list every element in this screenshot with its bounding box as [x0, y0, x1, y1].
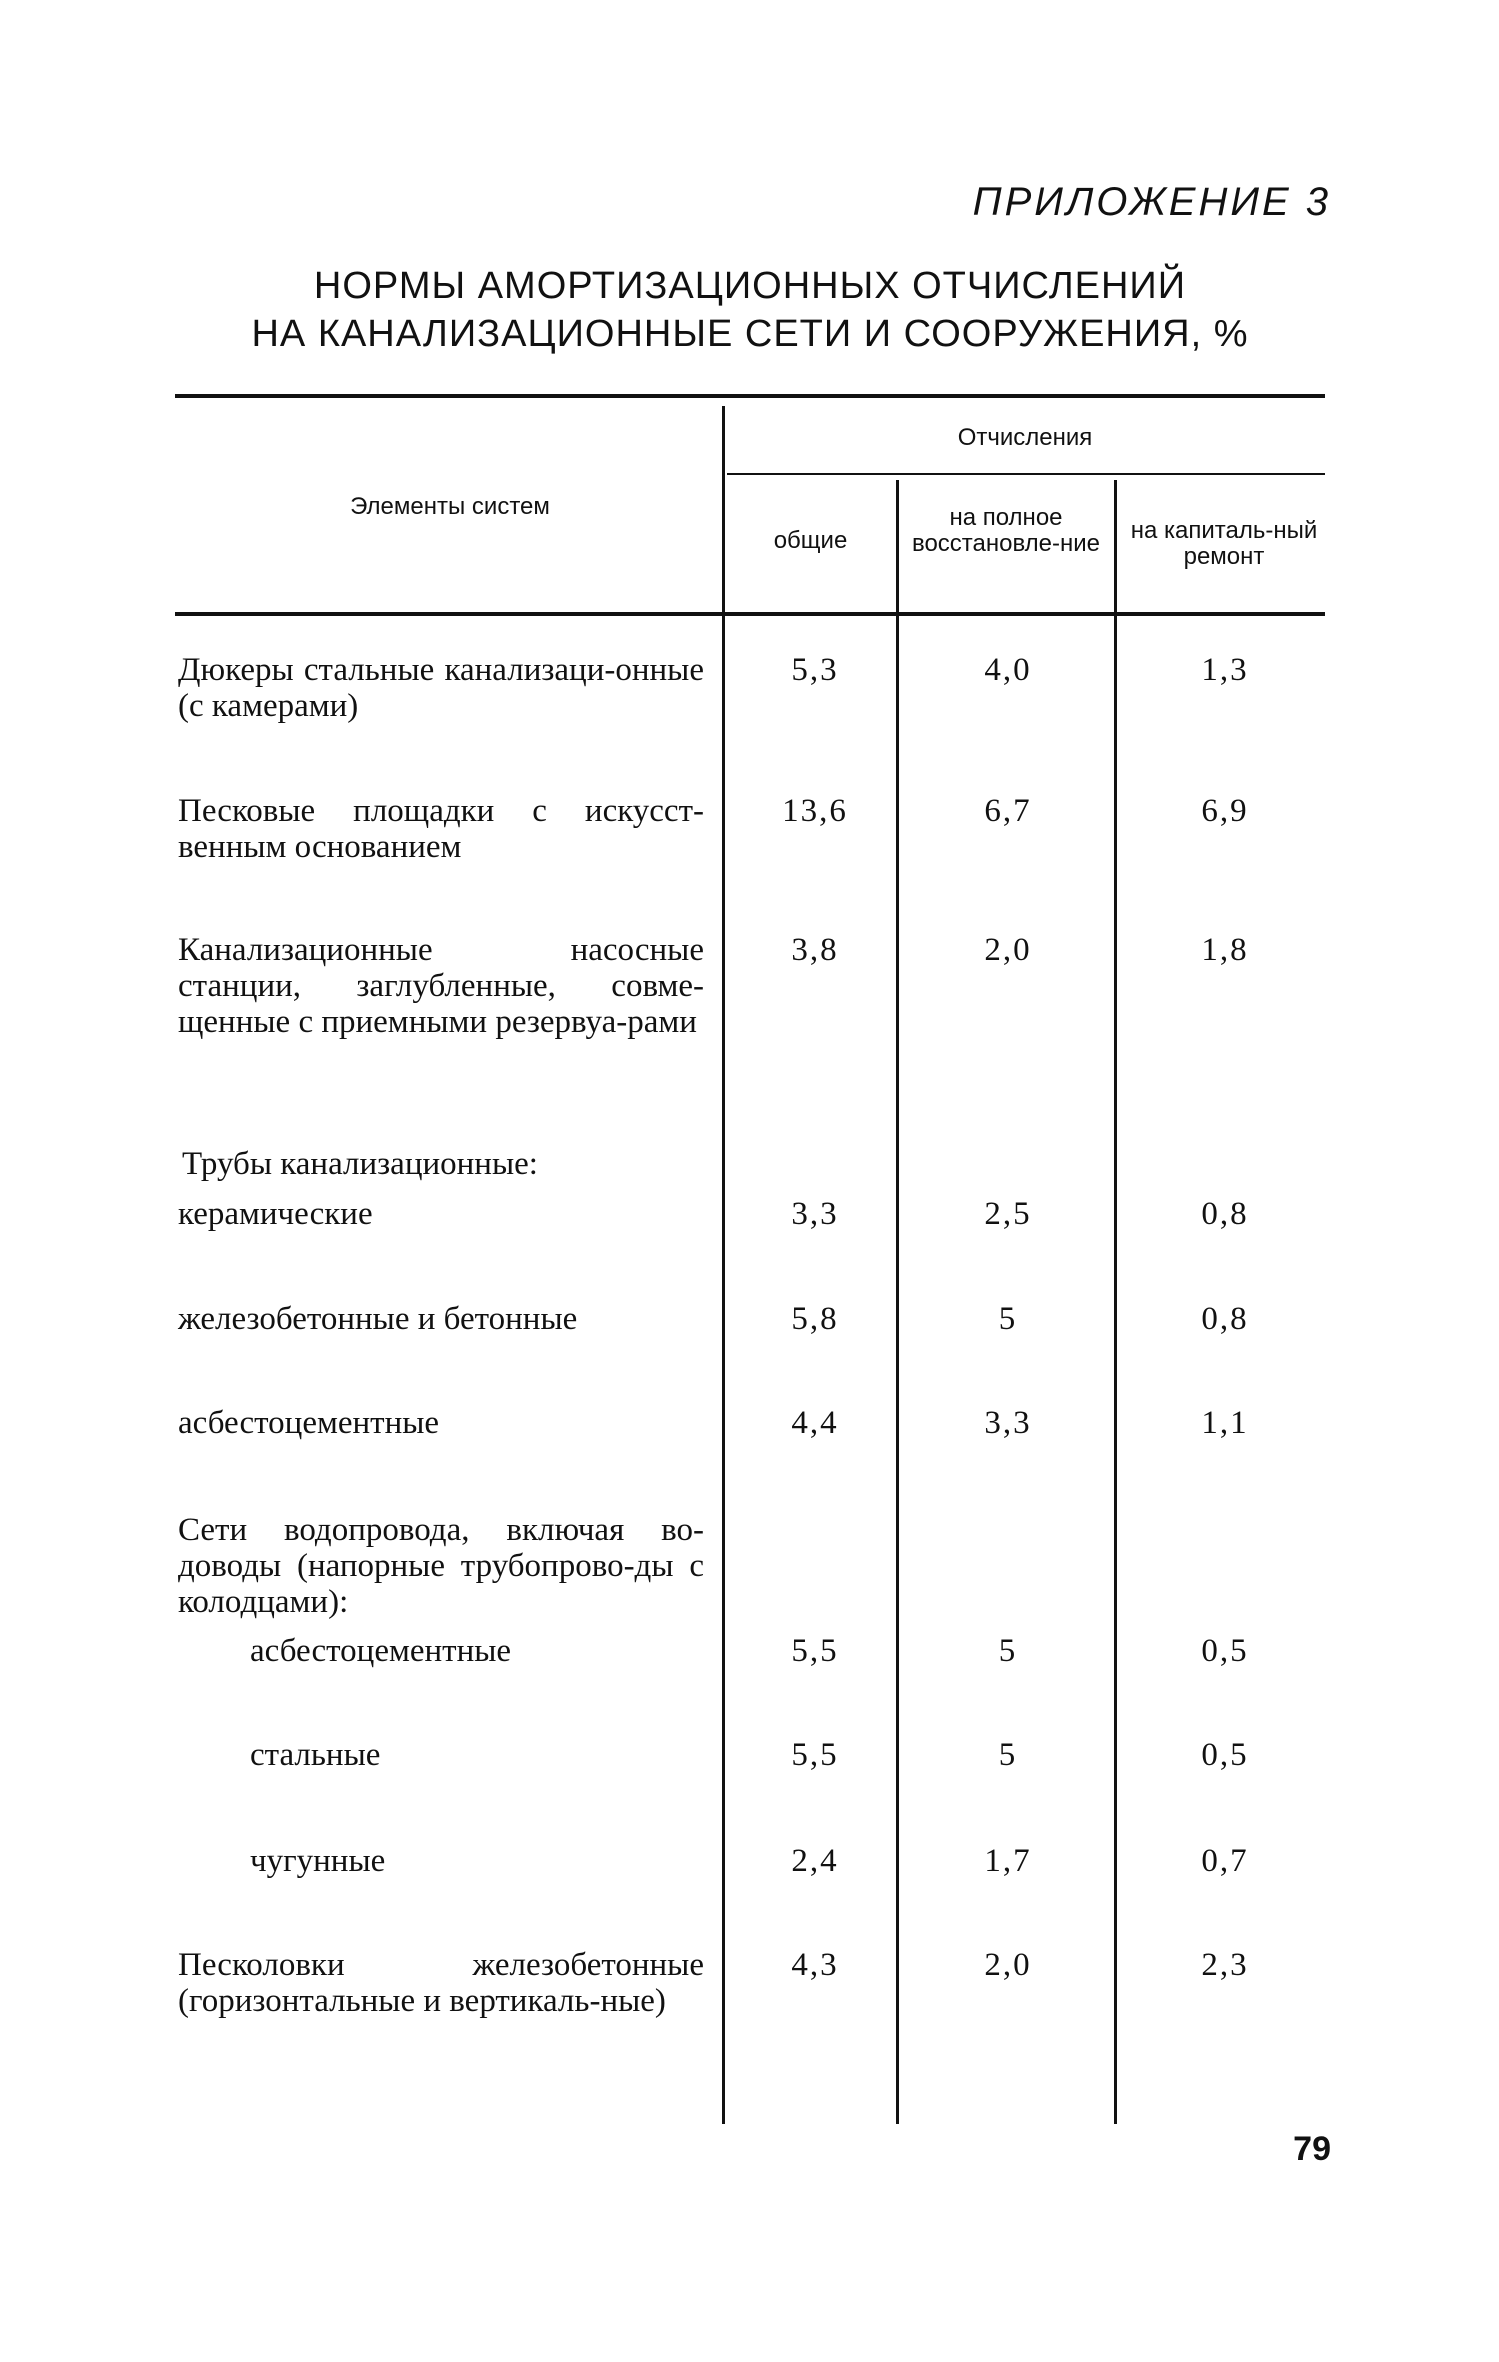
row-label: асбестоцементные: [178, 1405, 440, 1441]
header-group-rule: [727, 473, 1325, 475]
value-full-restoration: 2,5: [984, 1196, 1032, 1232]
title-line-1: НОРМЫ АМОРТИЗАЦИОННЫХ ОТЧИСЛЕНИЙ: [313, 265, 1187, 307]
value-capital-repair: 1,1: [1201, 1405, 1249, 1441]
value-full-restoration: 5: [998, 1633, 1018, 1669]
value-full-restoration: 6,7: [984, 793, 1032, 829]
value-full-restoration: 2,0: [984, 1947, 1032, 1983]
column-divider-2: [896, 480, 899, 2124]
header-general: общие: [773, 527, 848, 554]
value-full-restoration: 1,7: [984, 1843, 1032, 1879]
value-general: 3,8: [791, 932, 839, 968]
appendix-label: ПРИЛОЖЕНИЕ 3: [972, 180, 1331, 224]
table-top-rule: [175, 394, 1325, 398]
row-label: керамические: [178, 1196, 373, 1232]
value-capital-repair: 0,8: [1201, 1196, 1249, 1232]
header-capital-repair: на капиталь-ный ремонт: [1130, 517, 1318, 570]
value-general: 5,5: [791, 1633, 839, 1669]
row-label: асбестоцементные: [250, 1633, 512, 1669]
value-capital-repair: 6,9: [1201, 793, 1249, 829]
value-capital-repair: 0,7: [1201, 1843, 1249, 1879]
row-label: Песковые площадки с искусст-венным основанием: [178, 793, 704, 865]
value-general: 4,4: [791, 1405, 839, 1441]
page-number: 79: [1293, 2130, 1331, 2168]
value-capital-repair: 0,5: [1201, 1633, 1249, 1669]
value-full-restoration: 3,3: [984, 1405, 1032, 1441]
value-general: 13,6: [782, 793, 848, 829]
row-label: Дюкеры стальные канализаци-онные (с камерами): [178, 652, 704, 724]
value-general: 5,8: [791, 1301, 839, 1337]
header-full-restoration: на полное восстановле-ние: [911, 504, 1101, 557]
column-divider-1: [722, 406, 725, 2124]
row-label: Сети водопровода, включая во-доводы (напорные трубопрово-ды с колодцами):: [178, 1512, 704, 1620]
header-bottom-rule: [175, 612, 1325, 616]
row-label: Трубы канализационные:: [182, 1146, 538, 1182]
header-deductions: Отчисления: [957, 424, 1093, 451]
value-capital-repair: 0,8: [1201, 1301, 1249, 1337]
value-full-restoration: 5: [998, 1737, 1018, 1773]
value-general: 2,4: [791, 1843, 839, 1879]
row-label: железобетонные и бетонные: [178, 1301, 578, 1337]
value-full-restoration: 4,0: [984, 652, 1032, 688]
value-capital-repair: 1,8: [1201, 932, 1249, 968]
page-title: [150, 262, 1350, 358]
row-label: Песколовки железобетонные (горизонтальные и вертикаль-ные): [178, 1947, 704, 2019]
value-general: 5,3: [791, 652, 839, 688]
value-capital-repair: 0,5: [1201, 1737, 1249, 1773]
value-full-restoration: 2,0: [984, 932, 1032, 968]
header-elements: Элементы систем: [350, 493, 550, 520]
column-divider-3: [1114, 480, 1117, 2124]
value-general: 5,5: [791, 1737, 839, 1773]
value-general: 3,3: [791, 1196, 839, 1232]
value-capital-repair: 2,3: [1201, 1947, 1249, 1983]
row-label: чугунные: [250, 1843, 386, 1879]
value-general: 4,3: [791, 1947, 839, 1983]
row-label: Канализационные насосные станции, заглубленные, совме-щенные с приемными резервуа-рами: [178, 932, 704, 1040]
title-line-2: НА КАНАЛИЗАЦИОННЫЕ СЕТИ И СООРУЖЕНИЯ, %: [251, 313, 1249, 355]
row-label: стальные: [250, 1737, 381, 1773]
value-capital-repair: 1,3: [1201, 652, 1249, 688]
value-full-restoration: 5: [998, 1301, 1018, 1337]
